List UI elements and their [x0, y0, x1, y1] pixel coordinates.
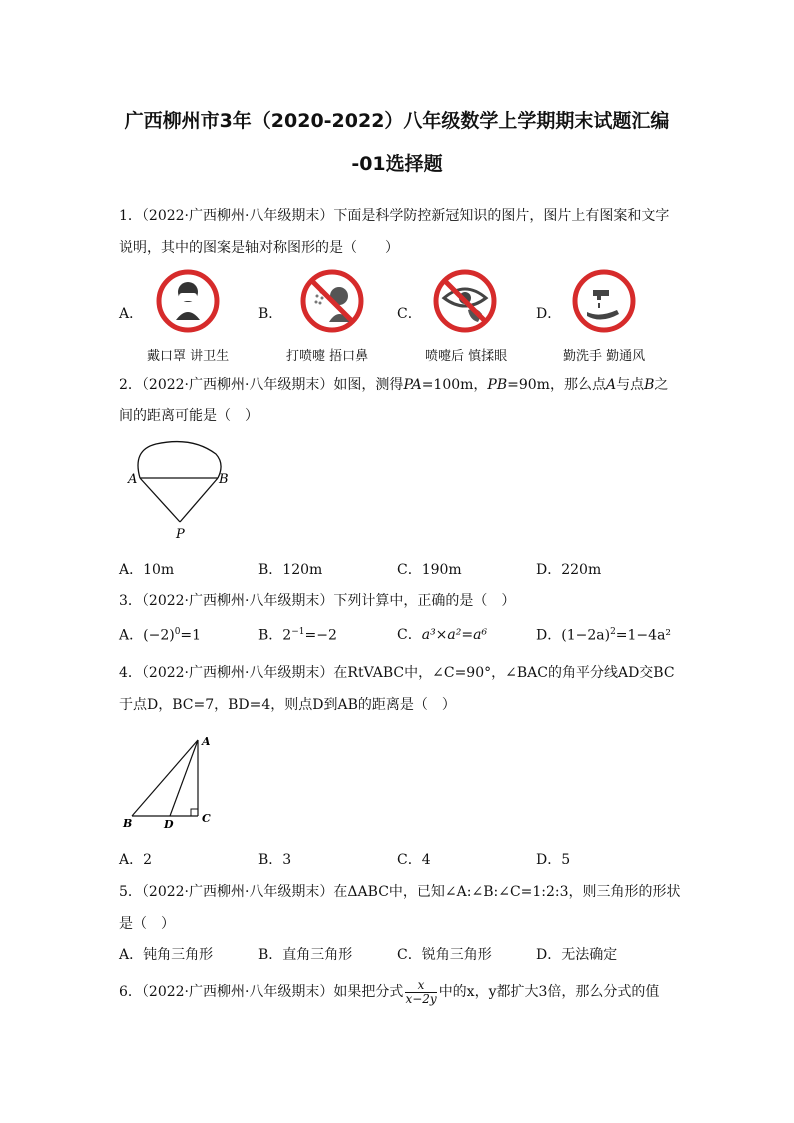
q1-option-a-label: A．	[119, 306, 144, 322]
q1-stem-line2: 说明，其中的图案是轴对称图形的是（ ）	[119, 240, 399, 256]
q3-a-base: (−2)	[143, 627, 175, 644]
q3-d-base: (1−2a)	[561, 627, 611, 644]
q3-b-base: 2	[282, 627, 292, 644]
q3-b-label: B．	[258, 627, 283, 644]
q4-stem-line2: 于点D，BC=7，BD=4，则点D到AB的距离是（ ）	[119, 697, 456, 713]
q2-pond-figure	[122, 436, 234, 542]
no-sneeze-icon	[299, 268, 365, 334]
q3-a-exp: 0	[174, 627, 181, 637]
no-eye-rubbing-icon	[432, 268, 498, 334]
q5-option-a: A．钝角三角形	[119, 947, 214, 963]
q2-stem-text-2: 与点	[616, 377, 645, 393]
q4-option-a: A．2	[119, 852, 153, 868]
q6-stem-line1	[119, 978, 659, 1006]
mask-face-icon	[155, 268, 221, 334]
q3-option-c	[397, 628, 487, 642]
q2-option-a: A．10m	[119, 562, 175, 578]
q5-option-d: D．无法确定	[536, 947, 618, 963]
q2-stem-line2: 间的距离可能是（ ）	[119, 408, 259, 424]
q1-caption-b: 打喷嚏 捂口鼻	[286, 349, 369, 364]
q3-d-exp: 2	[610, 627, 616, 637]
q2-pa-var: PA	[403, 377, 422, 393]
q2-pb-var: PB	[487, 377, 508, 393]
q3-option-d	[536, 628, 671, 643]
q3-option-a	[119, 628, 201, 643]
q3-c-label: C．	[397, 627, 422, 643]
q5-stem-line1: 5．（2022·广西柳州·八年级期末）在ΔABC中，已知∠A:∠B:∠C=1:2:3，则三角形的形状	[119, 884, 681, 900]
q2-point-b: B	[644, 377, 655, 393]
q2-pa-value: =100m，	[421, 377, 488, 393]
q3-a-result: =1	[180, 627, 202, 644]
q6-stem-text-2: 中的x，y都扩大3倍，那么分式的值	[438, 984, 660, 1000]
q3-b-result: =−2	[304, 627, 337, 644]
q4-option-b: B．3	[258, 852, 292, 868]
q3-a-label: A．	[119, 627, 144, 644]
q4-option-d: D．5	[536, 852, 571, 868]
q6-stem-text-1: 6．（2022·广西柳州·八年级期末）如果把分式	[119, 984, 404, 1000]
q4-label-b: B	[123, 817, 133, 830]
q2-label-b: B	[219, 472, 229, 487]
q1-caption-d: 勤洗手 勤通风	[563, 349, 646, 364]
q5-option-b: B．直角三角形	[258, 947, 353, 963]
hand-washing-icon	[571, 268, 637, 334]
q4-label-c: C	[202, 812, 211, 825]
q1-caption-a: 戴口罩 讲卫生	[147, 349, 230, 364]
q6-fraction	[405, 979, 436, 1006]
q2-option-b: B．120m	[258, 562, 323, 578]
q2-stem-text-3: 之	[654, 377, 669, 393]
q4-triangle-figure	[120, 732, 220, 830]
q3-d-result: =1−4a²	[615, 627, 672, 644]
q2-option-c: C．190m	[397, 562, 462, 578]
q2-point-a: A	[605, 377, 617, 393]
q3-option-b	[258, 628, 337, 643]
q2-pb-value: =90m，那么点	[507, 377, 606, 393]
page-title-line2: -01选择题	[351, 153, 443, 175]
page-title-line1: 广西柳州市3年（2020-2022）八年级数学上学期期末试题汇编	[124, 110, 670, 132]
q4-stem-line1: 4．（2022·广西柳州·八年级期末）在RtVABC中，∠C=90°，∠BAC的角平分线AD交BC	[119, 665, 675, 681]
q6-numerator: x	[417, 977, 425, 992]
q1-caption-c: 喷嚏后 慎揉眼	[425, 349, 508, 364]
q6-denominator: x−2y	[405, 991, 437, 1006]
q2-stem-line1	[119, 378, 668, 392]
q1-stem-line1: 1．（2022·广西柳州·八年级期末）下面是科学防控新冠知识的图片，图片上有图案和文字	[119, 208, 670, 224]
q2-label-p: P	[176, 527, 185, 542]
q3-d-label: D．	[536, 627, 562, 644]
q4-label-d: D	[164, 818, 174, 830]
q3-stem: 3．（2022·广西柳州·八年级期末）下列计算中，正确的是（ ）	[119, 593, 516, 609]
q3-c-expr: a³×a²=a⁶	[421, 627, 488, 643]
q1-option-d-label: D．	[536, 306, 562, 322]
q2-label-a: A	[128, 472, 138, 487]
q2-stem-text-1: 2．（2022·广西柳州·八年级期末）如图，测得	[119, 377, 404, 393]
q5-stem-line2: 是（ ）	[119, 916, 175, 932]
q5-option-c: C．锐角三角形	[397, 947, 492, 963]
q1-option-b-label: B．	[258, 306, 283, 322]
q1-option-c-label: C．	[397, 306, 422, 322]
q4-label-a: A	[202, 735, 211, 748]
q4-option-c: C．4	[397, 852, 431, 868]
q3-b-exp: −1	[291, 627, 305, 637]
q2-option-d: D．220m	[536, 562, 602, 578]
